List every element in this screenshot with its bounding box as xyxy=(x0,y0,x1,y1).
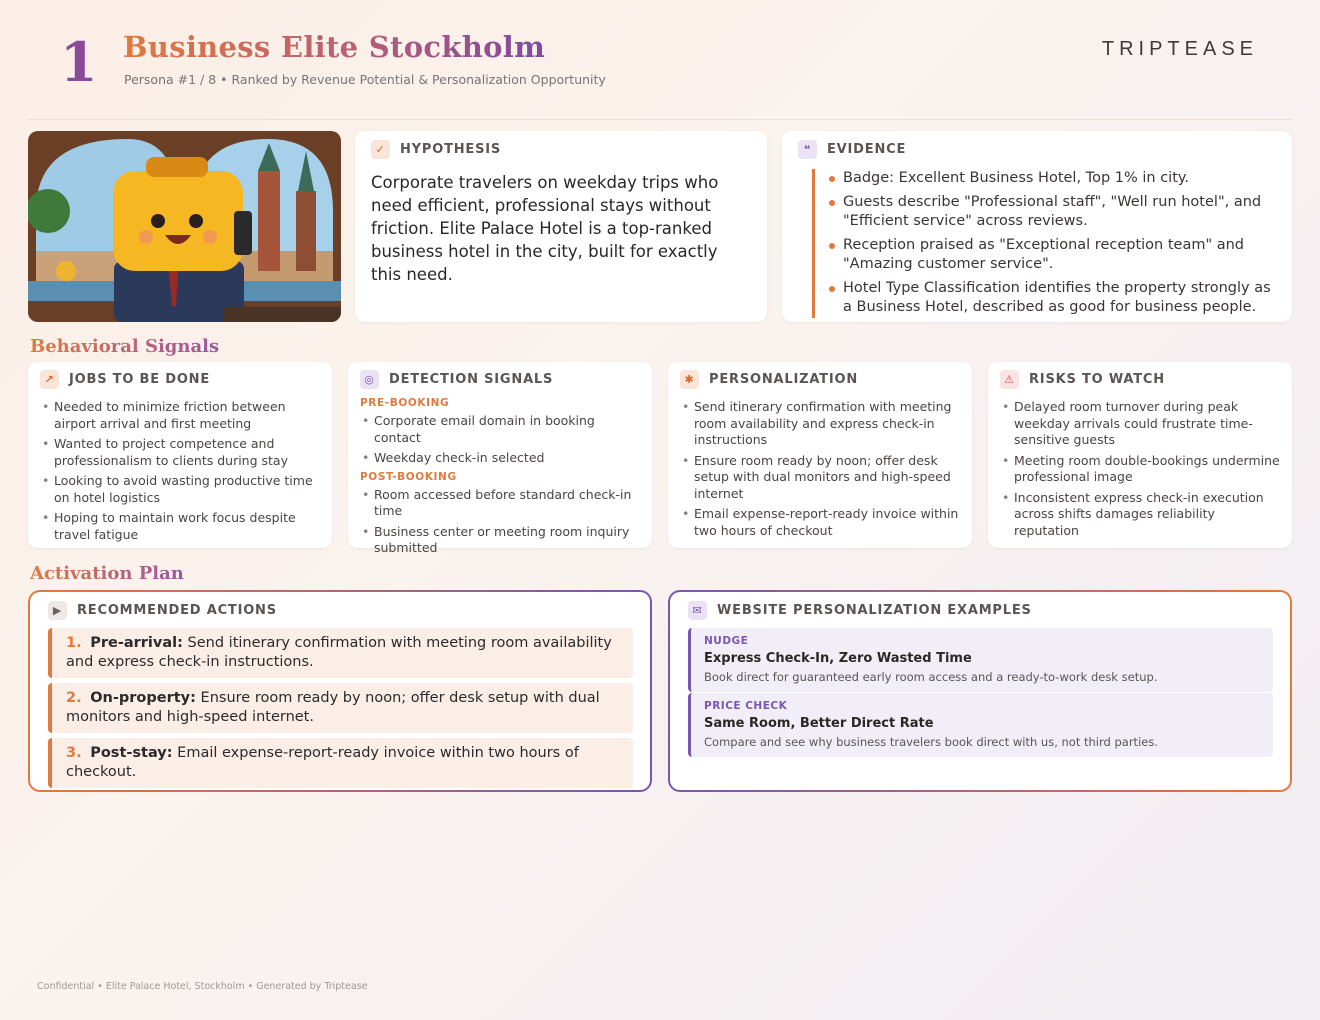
web-example-headline: Express Check-In, Zero Wasted Time xyxy=(704,651,972,666)
post-booking-label: POST-BOOKING xyxy=(360,470,457,483)
action-text: Ensure room ready by noon; offer desk setup with dual monitors and high-speed internet. xyxy=(66,690,600,725)
pre-booking-label: PRE-BOOKING xyxy=(360,397,450,409)
list-item: • Business center or meeting room inquiry submitted xyxy=(360,524,640,557)
action-item-pre-arrival xyxy=(48,628,633,678)
action-lead: Post-stay: xyxy=(90,745,173,761)
list-item: • Meeting room double-bookings undermine professional image xyxy=(1000,453,1280,486)
persona-illustration xyxy=(28,131,341,322)
list-item: • Corporate email domain in booking contact xyxy=(360,413,640,446)
warning-icon: ⚠ xyxy=(1000,370,1019,389)
section-title-activation: Activation Plan xyxy=(30,563,184,584)
actions-label: RECOMMENDED ACTIONS xyxy=(77,603,277,618)
web-example-body: Compare and see why business travelers book direct with us, not third parties. xyxy=(704,735,1158,749)
page-footer: Confidential • Elite Palace Hotel, Stockholm • Generated by Triptease xyxy=(37,981,368,992)
web-example-headline: Same Room, Better Direct Rate xyxy=(704,716,934,731)
action-number: 1. xyxy=(66,635,82,651)
action-lead: On-property: xyxy=(90,690,196,706)
list-item: • Ensure room ready by noon; offer desk setup with dual monitors and high-speed internet xyxy=(680,453,960,503)
personalization-card xyxy=(668,362,972,548)
web-example-tag: NUDGE xyxy=(704,635,749,647)
risks-card xyxy=(988,362,1292,548)
list-item: • Wanted to project competence and professionalism to clients during stay xyxy=(40,436,320,469)
web-example-body: Book direct for guaranteed early room access and a ready-to-work desk setup. xyxy=(704,670,1158,684)
quote-icon: ❝ xyxy=(798,140,817,159)
list-item: • Delayed room turnover during peak weekday arrivals could frustrate time-sensitive guests xyxy=(1000,399,1280,449)
hypothesis-label: HYPOTHESIS xyxy=(400,142,502,157)
action-number: 2. xyxy=(66,690,82,706)
list-item: • Email expense-report-ready invoice within two hours of checkout xyxy=(680,506,960,539)
sparkle-icon: ✱ xyxy=(680,370,699,389)
envelope-icon: ✉ xyxy=(688,601,707,620)
website-personalization-card xyxy=(668,590,1292,792)
section-title-signals: Behavioral Signals xyxy=(30,336,220,357)
personalization-label: PERSONALIZATION xyxy=(709,372,859,387)
page-title: Business Elite Stockholm xyxy=(123,30,546,64)
action-text: Send itinerary confirmation with meeting room availability and express check-in instructions. xyxy=(66,635,612,670)
hypothesis-card xyxy=(355,131,767,322)
action-item-on-property xyxy=(48,683,633,733)
list-item: • Send itinerary confirmation with meeting room availability and express check-in instructions xyxy=(680,399,960,449)
detection-card xyxy=(348,362,652,555)
evidence-label: EVIDENCE xyxy=(827,142,907,157)
brand-logo: TRIPTEASE xyxy=(1101,38,1258,60)
jobs-label: JOBS TO BE DONE xyxy=(69,372,211,387)
evidence-item: Badge: Excellent Business Hotel, Top 1% in city. xyxy=(829,169,1276,189)
action-lead: Pre-arrival: xyxy=(90,635,183,651)
actions-card xyxy=(28,590,652,792)
web-example-nudge xyxy=(688,628,1273,692)
list-item: • Needed to minimize friction between airport arrival and first meeting xyxy=(40,399,320,432)
action-text: Email expense-report-ready invoice within two hours of checkout. xyxy=(66,745,579,780)
trend-arrow-icon: ↗ xyxy=(40,370,59,389)
action-number: 3. xyxy=(66,745,82,761)
check-icon: ✓ xyxy=(371,140,390,159)
evidence-list xyxy=(812,169,1276,318)
web-example-tag: PRICE CHECK xyxy=(704,700,788,712)
target-icon: ◎ xyxy=(360,370,379,389)
list-item: • Looking to avoid wasting productive time on hotel logistics xyxy=(40,473,320,506)
detection-label: DETECTION SIGNALS xyxy=(389,372,554,387)
header-divider xyxy=(28,119,1292,120)
action-item-post-stay xyxy=(48,738,633,788)
evidence-card xyxy=(782,131,1292,322)
play-icon: ▶ xyxy=(48,601,67,620)
hypothesis-text: Corporate travelers on weekday trips who need efficient, professional stays without friction. Elite Palace Hotel is a top-ranked business hotel in the city, built for exactly this need. xyxy=(371,173,719,284)
list-item: • Weekday check-in selected xyxy=(360,450,640,467)
evidence-item: Reception praised as "Exceptional reception team" and "Amazing customer service". xyxy=(829,236,1276,275)
list-item: • Hoping to maintain work focus despite travel fatigue xyxy=(40,510,320,543)
list-item: • Inconsistent express check-in execution across shifts damages reliability reputation xyxy=(1000,490,1280,540)
jobs-card xyxy=(28,362,332,548)
persona-rank: 1 xyxy=(60,30,98,94)
evidence-item: Guests describe "Professional staff", "Well run hotel", and "Efficient service" across reviews. xyxy=(829,193,1276,232)
list-item: • Room accessed before standard check-in time xyxy=(360,487,640,520)
page-header xyxy=(0,0,1320,120)
website-label: WEBSITE PERSONALIZATION EXAMPLES xyxy=(717,603,1032,618)
evidence-item: Hotel Type Classification identifies the property strongly as a Business Hotel, described as good for business people. xyxy=(829,279,1276,318)
page-subtitle: Persona #1 / 8 • Ranked by Revenue Potential & Personalization Opportunity xyxy=(124,72,606,87)
web-example-price-check xyxy=(688,693,1273,757)
risks-label: RISKS TO WATCH xyxy=(1029,372,1165,387)
